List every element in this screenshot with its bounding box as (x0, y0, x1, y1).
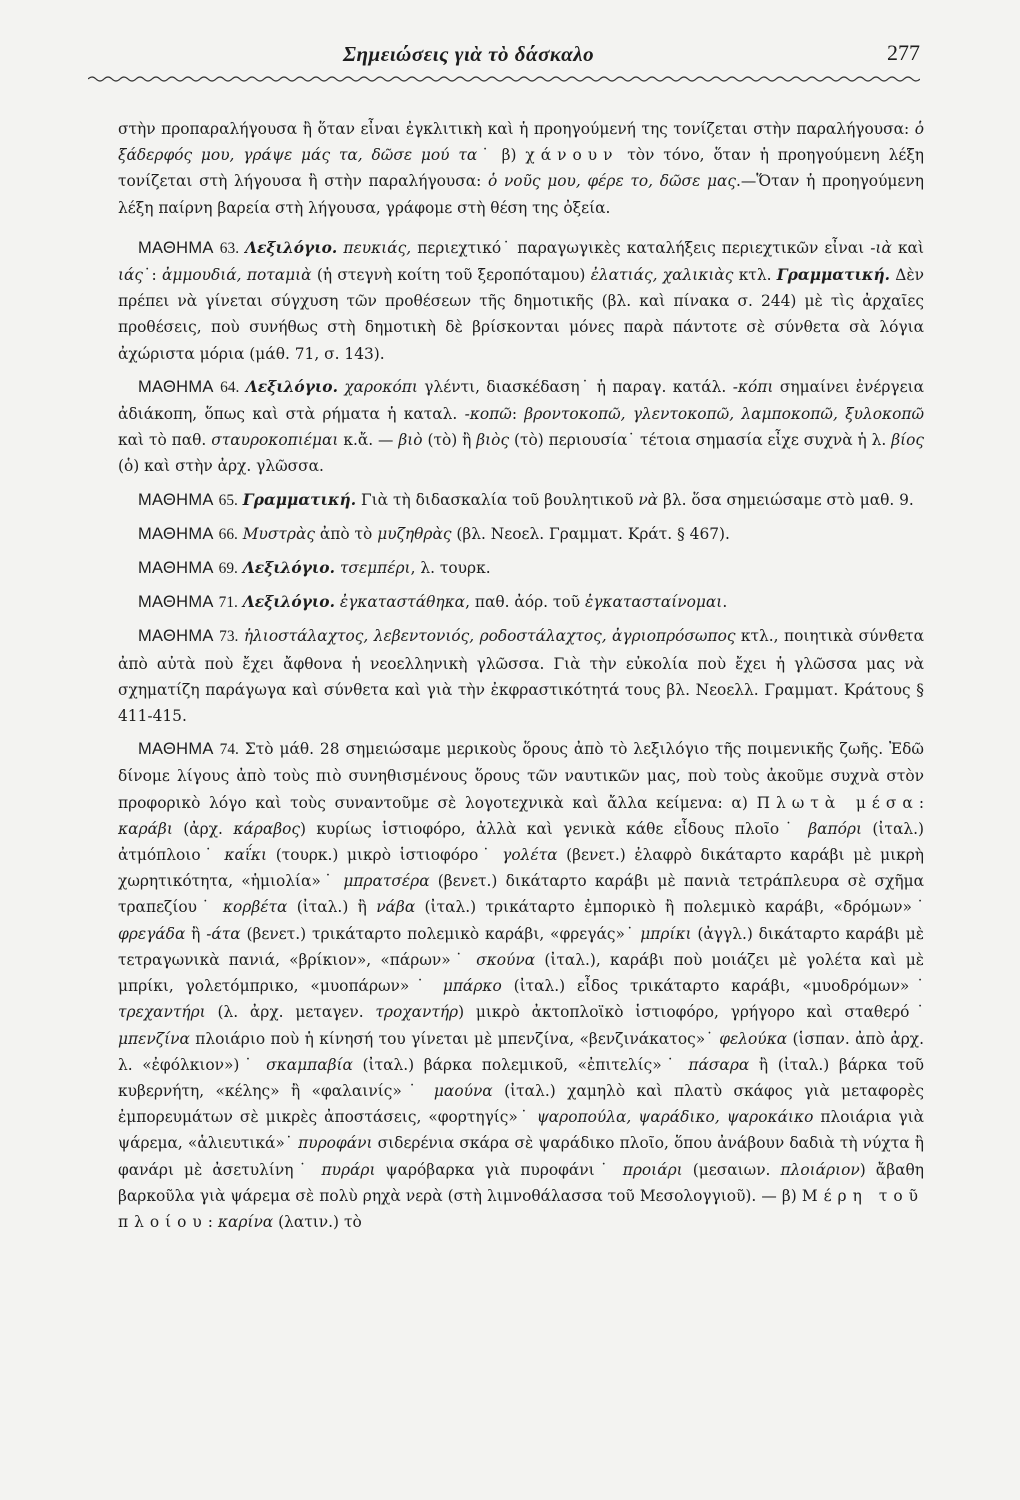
lesson-71-paragraph (118, 589, 924, 616)
text: ) ἄβαθη βαρκοῦλα γιὰ ψάρεμα σὲ πολὺ ρηχὰ νερὰ (στὴ λιμνοθάλασσα τοῦ Μεσολογγιοῦ). — β) (118, 1160, 924, 1205)
text: μπάρκο (442, 977, 502, 996)
section-heading: Λεξιλόγιο. (242, 559, 335, 578)
spaced-term: χάνουν (525, 146, 619, 165)
text: ) μικρὸ ἀκτοπλοϊκὸ ἱστιοφόρο, γρήγορο καὶ σταθερό˙ (458, 1003, 924, 1022)
text: πάσαρα (688, 1055, 750, 1074)
section-heading: Γραμματική. (242, 490, 357, 509)
lesson-label: ΜΑΘΗΜΑ (138, 490, 214, 509)
section-heading: Λεξιλόγιο. (242, 593, 335, 612)
page-number: 277 (887, 40, 920, 65)
text: καὶ τὸ παθ. (118, 431, 212, 450)
text: χαροκόπι (337, 377, 418, 396)
text: (ἰταλ.) εἶδος τρικάταρτο καράβι, «μυοδρόμων»˙ (501, 977, 924, 996)
lesson-number: 65. (218, 491, 238, 509)
text: (ἀγγλ.) δικάταρτο καράβι μὲ τετραγωνικὰ πανιά, «βρίκιον», «πάρων»˙ (118, 924, 924, 969)
text: πλοιάριον (780, 1160, 860, 1179)
section-heading: Γραμματική. (776, 266, 890, 285)
text: βλ. ὅσα σημειώσαμε στὸ μαθ. 9. (658, 490, 914, 509)
lesson-number: 64. (220, 378, 240, 396)
lesson-label: ΜΑΘΗΜΑ (138, 593, 214, 612)
text: (ὁ) καὶ στὴν ἀρχ. γλῶσσα. (118, 457, 324, 476)
header-wavy-rule (88, 74, 920, 84)
text: (μεσαιων. (682, 1160, 781, 1179)
text: (βενετ.) ἐλαφρὸ δικάταρτο καράβι μὲ μικρὴ χωρητικότητα, «ἡμιολία»˙ (118, 846, 925, 891)
text: (ἰταλ.) τρικάταρτο ἐμπορικὸ ἢ πολεμικὸ καράβι, «δρόμων»˙ (415, 898, 924, 917)
text: πλοιάριο ποὺ ἡ κίνησή του γίνεται μὲ μπενζίνα, «βενζινάκατος»˙ (189, 1029, 720, 1048)
lesson-label: ΜΑΘΗΜΑ (138, 559, 214, 578)
text: ἀπὸ τὸ (314, 524, 378, 543)
lesson-74-paragraph (118, 736, 924, 1235)
text: ἐγκαταστάθηκα (334, 593, 466, 612)
text: -κοπῶ (464, 405, 512, 424)
text: βροντοκοπῶ, γλεντοκοπῶ, λαμποκοπῶ, ξυλοκοπῶ (524, 405, 925, 424)
text: κτλ. (733, 266, 777, 285)
text: .—Ὅταν ἡ προηγούμενη λέξη παίρνη βαρεία στὴ λήγουσα, γράφομε στὴ θέση της ὀξεία. (118, 172, 924, 217)
text: τὸν τόνο, ὅταν ἡ προηγούμενη λέξη τονίζεται στὴ λήγουσα ἢ στὴν παραλήγουσα: (118, 146, 925, 191)
text: ˙ β) (477, 146, 526, 165)
spaced-term: Πλωτὰ μέσα (756, 793, 919, 812)
text: βαπόρι (808, 819, 862, 838)
lesson-label: ΜΑΘΗΜΑ (138, 377, 214, 396)
lesson-label: ΜΑΘΗΜΑ (138, 740, 214, 759)
text: (τὸ) ἢ (422, 431, 477, 450)
text: (ἰταλ.) ἢ (287, 898, 377, 917)
text: καρίνα (217, 1212, 274, 1231)
text: βιὸ (398, 431, 423, 450)
text: κορβέτα (222, 898, 288, 917)
text: (βενετ.) δικάταρτο καράβι μὲ πανιὰ τετράπλευρα σὲ σχῆμα τραπεζίου˙ (118, 872, 924, 917)
text: βιὸς (476, 431, 510, 450)
text: (τὸ) περιουσία˙ τέτοια σημασία εἶχε συχνὰ ἡ λ. (509, 431, 892, 450)
lesson-64-paragraph (118, 374, 924, 480)
text: ἀμμουδιά, ποταμιὰ (161, 266, 312, 285)
text: τρεχαντήρι (118, 1003, 206, 1022)
text: ἐλατιάς, χαλικιὰς (590, 266, 734, 285)
text: (τουρκ.) μικρὸ ἱστιοφόρο˙ (267, 846, 503, 865)
text: προιάρι (622, 1160, 683, 1179)
example-italic: ὁ νοῦς μου, φέρε το, δῶσε μας (488, 172, 737, 191)
text: πευκιάς, (337, 238, 418, 257)
text: (ἰταλ.) χαμηλὸ καὶ πλατὺ σκάφος γιὰ μεταφορὲς ἐμπορευμάτων σὲ μικρὲς ἀποστάσεις, «φορτηγίς»˙ (118, 1081, 924, 1127)
text: μυζηθρὰς (377, 524, 452, 543)
lesson-65-paragraph (118, 487, 924, 514)
spaced-term: Μέρη τοῦ πλοίου (118, 1186, 925, 1231)
lesson-number: 71. (218, 594, 238, 612)
text: βίος (891, 431, 925, 450)
lesson-label: ΜΑΘΗΜΑ (138, 238, 214, 257)
page-header (95, 42, 920, 76)
text: τσεμπέρι (334, 559, 411, 578)
text: ιάς (118, 266, 144, 285)
text: , παθ. ἀόρ. τοῦ (465, 593, 585, 612)
body-text (118, 116, 924, 1242)
text: νάβα (376, 898, 416, 917)
text: . (722, 593, 728, 612)
text: μπενζίνα (118, 1029, 190, 1048)
text: στὴν προπαραλήγουσα ἢ ὅταν εἶναι ἐγκλιτικὴ καὶ ἡ προηγούμενή της τονίζεται στὴν παραλήγουσα: (118, 120, 915, 138)
text: (ἰταλ.), καράβι ποὺ μοιάζει μὲ γολέτα καὶ μὲ μπρίκι, γολετόμπρικο, «μυοπάρων»˙ (118, 950, 925, 996)
text: ˙: (143, 266, 162, 285)
text: γλέντι, διασκέδαση˙ ἡ παραγ. κατάλ. (417, 377, 733, 396)
example-italic: ὁ ξάδερφός μου, γράψε μάς τα, δῶσε μού τα (118, 120, 924, 165)
text: Στὸ μάθ. 28 σημειώσαμε μερικοὺς ὅρους ἀπὸ τὸ λεξιλόγιο τῆς ποιμενικῆς ζωῆς. Ἐδῶ δίνομε λίγους ἀπὸ τοὺς πιὸ συνηθισμένους ὅρους τῶν ναυτικῶν μας, ποὺ τοὺς ἀκοῦμε συχνὰ στὸν προφορικὸ λόγο καὶ τοὺς συναντοῦμε σὲ λογοτεχνικὰ καὶ ἄλλα κείμενα: α) (118, 740, 924, 812)
text: ἐγκατασταίνομαι (584, 593, 723, 612)
text: νὰ (638, 490, 659, 509)
text: φελούκα (719, 1029, 788, 1048)
text: -κόπι (732, 377, 774, 396)
lesson-number: 69. (218, 560, 238, 578)
text: ψαρόβαρκα γιὰ πυροφάνι˙ (375, 1160, 623, 1179)
lesson-66-paragraph (118, 521, 924, 548)
lesson-number: 66. (218, 525, 238, 543)
text: (ἱσπαν. ἀπὸ ἀρχ. λ. «ἐφόλκιον»)˙ (118, 1029, 924, 1074)
text: ψαροπούλα, ψαράδικο, ψαροκάικο (536, 1108, 814, 1127)
text: -άτα (206, 924, 241, 943)
text: ἢ (185, 924, 207, 943)
text: περιεχτικό˙ παραγωγικὲς καταλήξεις περιεχτικῶν εἶναι (417, 238, 871, 257)
text: (βλ. Νεοελ. Γραμματ. Κράτ. § 467). (451, 524, 730, 543)
text: μπρίκι (640, 924, 692, 943)
text: (ἰταλ.) βάρκα πολεμικοῦ, «ἐπιτελίς»˙ (352, 1055, 689, 1074)
text: (βενετ.) τρικάταρτο πολεμικὸ καράβι, «φρεγάς»˙ (240, 924, 641, 943)
text: κτλ., ποιητικὰ σύνθετα ἀπὸ αὐτὰ ποὺ ἔχει ἄφθονα ἡ νεοελληνικὴ γλῶσσα. Γιὰ τὴν εὐκολία ποὺ ἔχει ἡ γλῶσσα μας νὰ σχηματίζη παράγωγα καὶ σύνθετα καὶ γιὰ τὴν ἐκφραστικότητά τους βλ. Νεοελλ. Γραμματ. Κράτους § 411-415. (118, 627, 924, 726)
text: καΐκι (224, 846, 268, 865)
text: σταυροκοπιέμαι (211, 431, 339, 450)
text: μαούνα (433, 1081, 493, 1100)
text: : (918, 793, 924, 812)
text: ἡλιοστάλαχτος, λεβεντονιός, ροδοστάλαχτος, ἀγριοπρόσωπος (243, 627, 736, 646)
text: σκούνα (476, 950, 536, 969)
text: τροχαντήρ (375, 1003, 459, 1022)
text: (ἀρχ. (172, 819, 234, 838)
text: (λ. ἀρχ. μεταγεν. (205, 1003, 376, 1022)
text: Γιὰ τὴ διδασκαλία τοῦ βουλητικοῦ (356, 490, 639, 509)
intro-paragraph (118, 116, 924, 221)
lesson-63-paragraph (118, 235, 924, 367)
text: : (207, 1212, 218, 1231)
text: Μυστρὰς (242, 524, 315, 543)
lesson-label: ΜΑΘΗΜΑ (138, 524, 214, 543)
section-heading: Λεξιλόγιο. (245, 238, 338, 257)
text: -ιὰ (870, 238, 892, 257)
text: : (511, 405, 525, 424)
text: Δὲν πρέπει νὰ γίνεται σύγχυση τῶν προθέσεων τῆς δημοτικῆς (βλ. καὶ πίνακα σ. 244) μὲ τὶς ἀρχαῖες προθέσεις, ποὺ συνήθως στὴ δημοτικὴ δὲ βρίσκονται μόνες παρὰ πάντοτε σὲ σύνθετα σὰ λόγια ἀχώριστα μόρια (μάθ. 71, σ. 143). (118, 266, 924, 363)
lesson-number: 63. (219, 239, 240, 257)
text: καὶ (891, 238, 924, 257)
text: κάραβος (233, 819, 301, 838)
lesson-69-paragraph (118, 555, 924, 582)
text: (ἰταλ.) ἀτμόπλοιο˙ (118, 819, 924, 865)
text: , λ. τουρκ. (410, 559, 491, 578)
text: καράβι (118, 819, 173, 838)
text: σκαμπαβία (266, 1055, 353, 1074)
text: (ἡ στεγνὴ κοίτη τοῦ ξεροπόταμου) (311, 266, 591, 285)
text: σημαίνει ἐνέργεια ἀδιάκοπη, ὅπως καὶ στὰ ρήματα ἡ καταλ. (118, 377, 924, 424)
text: σιδερένια σκάρα σὲ ψαράδικο πλοῖο, ὅπου ἀνάβουν δαδιὰ τὴ νύχτα ἢ φανάρι μὲ ἀσετυλίνη˙ (118, 1134, 924, 1179)
running-title: Σημειώσεις γιὰ τὸ δάσκαλο (343, 42, 595, 66)
text: (λατιν.) τὸ (273, 1212, 362, 1231)
text: φρεγάδα (118, 924, 186, 943)
text: ἢ (ἰταλ.) βάρκα τοῦ κυβερνήτη, «κέλης» ἢ «φαλαινίς»˙ (118, 1055, 924, 1100)
lesson-number: 74. (219, 741, 239, 759)
text: πλοιάρια γιὰ ψάρεμα, «ἁλιευτικά»˙ (118, 1108, 924, 1153)
text: γολέτα (502, 846, 558, 865)
text: πυράρι (321, 1160, 376, 1179)
lesson-number: 73. (219, 628, 239, 646)
section-heading: Λεξιλόγιο. (245, 377, 338, 396)
text: κ.ἄ. — (338, 431, 399, 450)
text: ) κυρίως ἱστιοφόρο, ἀλλὰ καὶ γενικὰ κάθε εἶδους πλοῖο˙ (300, 819, 809, 838)
text: μπρατσέρα (343, 872, 430, 891)
text: πυροφάνι (298, 1134, 373, 1153)
lesson-73-paragraph (118, 623, 924, 729)
lesson-label: ΜΑΘΗΜΑ (138, 627, 214, 646)
